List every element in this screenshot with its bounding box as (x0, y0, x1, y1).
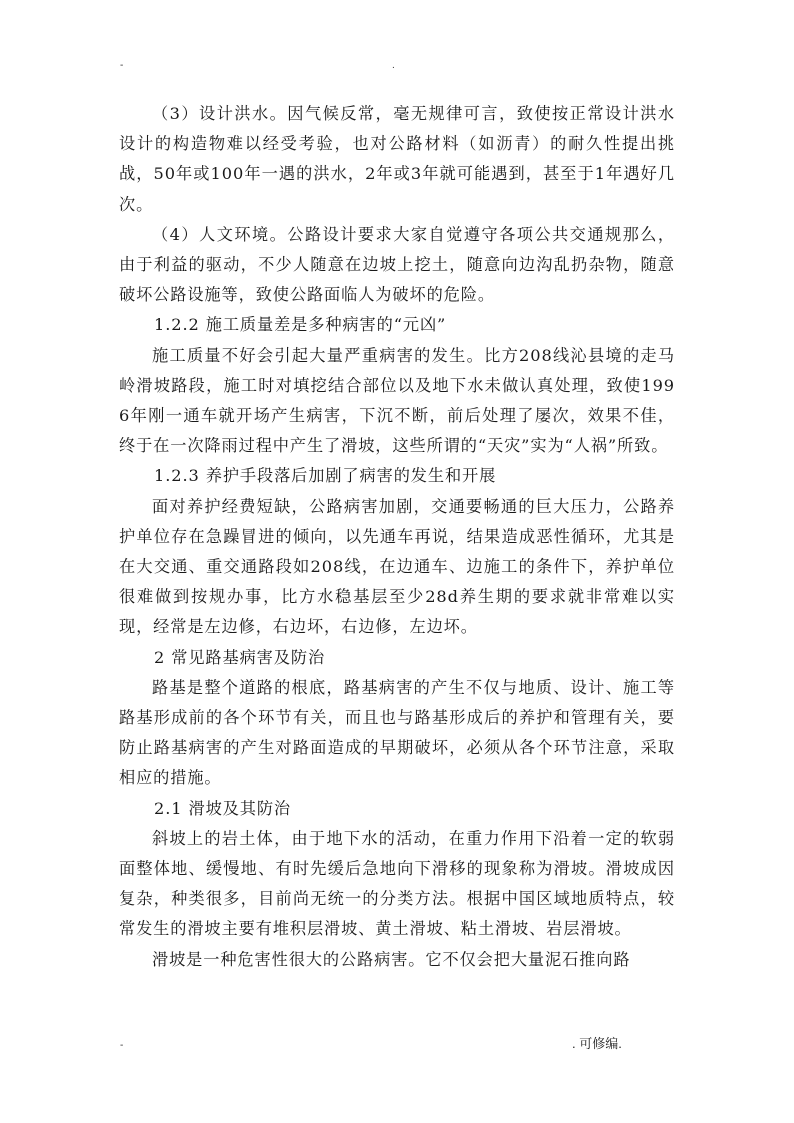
section-heading-1-2-3: 1.2.3 养护手段落后加剧了病害的发生和开展 (154, 466, 497, 486)
paragraph-maintenance: 面对养护经费短缺，公路病害加剧，交通要畅通的巨大压力，公路养护单位存在急躁冒进的倾向，以先通车再说，结果造成恶性循环，尤其是在大交通、重交通路段如208线，在边通车、边施工的条件下，养护单位很难做到按规办事，比方水稳基层至少28d养生期的要求就非常难以实现，经常是左边修，右边坏，右边修，左边坏。 (119, 496, 675, 637)
header-right-mark: . (392, 60, 395, 71)
paragraph-roadbed-foundation: 路基是整个道路的根底，路基病害的产生不仅与地质、设计、施工等路基形成前的各个环节有关，而且也与路基形成后的养护和管理有关，要防止路基病害的产生对路面造成的早期破坏，必须从各个环节注意，采取相应的措施。 (119, 677, 675, 788)
paragraph-human-environment: （4）人文环境。公路设计要求大家自觉遵守各项公共交通规那么，由于利益的驱动，不少人随意在边坡上挖土，随意向边沟乱扔杂物，随意破坏公路设施等，致使公路面临人为破坏的危险。 (119, 224, 675, 305)
section-heading-2: 2 常见路基病害及防治 (154, 647, 326, 667)
document-body (119, 99, 675, 975)
paragraph-design-flood: （3）设计洪水。因气候反常，毫无规律可言，致使按正常设计洪水设计的构造物难以经受考验，也对公路材料（如沥青）的耐久性提出挑战，50年或100年一遇的洪水，2年或3年就可能遇到，甚至于1年遇好几次。 (119, 104, 675, 214)
section-heading-1-2-2: 1.2.2 施工质量差是多种病害的“元凶” (154, 315, 447, 335)
footer-editable-note: . 可修编. (572, 1036, 622, 1051)
paragraph-construction-quality: 施工质量不好会引起大量严重病害的发生。比方208线沁县境的走马岭滑坡路段，施工时对填挖结合部位以及地下水未做认真处理，致使1996年刚一通车就开场产生病害，下沉不断，前后处理了屡次，效果不佳，终于在一次降雨过程中产生了滑坡，这些所谓的“天灾”实为“人祸”所致。 (119, 345, 675, 456)
section-heading-2-1: 2.1 滑坡及其防治 (154, 798, 292, 818)
paragraph-landslide-definition: 斜坡上的岩土体，由于地下水的活动，在重力作用下沿着一定的软弱面整体地、缓慢地、有时先缓后急地向下滑移的现象称为滑坡。滑坡成因复杂，种类很多，目前尚无统一的分类方法。根据中国区域地质特点，较常发生的滑坡主要有堆积层滑坡、黄土滑坡、粘土滑坡、岩层滑坡。 (119, 828, 675, 939)
paragraph-landslide-hazard: 滑坡是一种危害性很大的公路病害。它不仅会把大量泥石推向路 (152, 949, 631, 969)
header-left-mark: - (120, 60, 124, 71)
footer-left-mark: - (120, 1040, 124, 1051)
